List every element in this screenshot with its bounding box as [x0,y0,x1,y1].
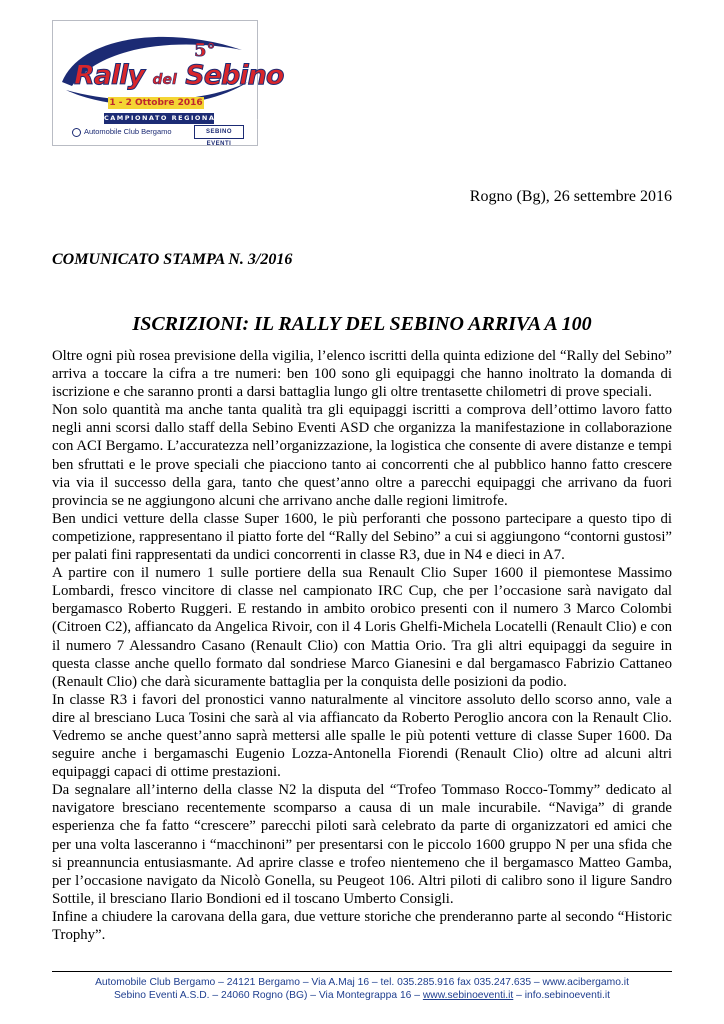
rally-logo [52,20,288,147]
logo-edition: 5° [194,40,216,61]
aci-bergamo-label: Automobile Club Bergamo [84,127,172,136]
logo-title [74,60,283,91]
paragraph: Da segnalare all’interno della classe N2 la disputa del “Trofeo Tommaso Rocco-Tommy” dedicato al navigatore bresciano recentemente scomparso a causa di un male incurabile. “Naviga” di grande esperienza che fa fatto “crescere” parecchi piloti sarà celebrato da parte di organizzatori ed amici che per una volta lasceranno i “macchinoni” per presentarsi con le piccolo 1600 gruppo N per una sfida che si preannuncia entusiasmante. Ad aprire classe e trofeo nientemeno che il bergamasco Matteo Gamba, per l’occasione navigato da Nicolò Gonella, su Peugeot 106. Altri piloti di calibro sono il ligure Sandro Sottile, il bresciano Ilario Bondioni ed il toscano Umberto Consigli. [52,782,672,907]
logo-title-del: del [152,72,177,88]
footer-line-sebino [52,989,672,1002]
footer-address: Sebino Eventi A.S.D. – 24060 Rogno (BG) – Via Montegrappa 16 – [113,990,423,1001]
footer-divider [52,971,672,972]
logo-championship: CAMPIONATO REGIONALE LOMBARDIA [104,114,288,122]
paragraph: A partire con il numero 1 sulle portiere della sua Renault Clio Super 1600 il piemontese Massimo Lombardi, fresco vincitore di classe nel campionato IRC Cup, che per l’occasione sarà navigato dal bergamasco Roberto Ruggeri. E restando in ambito orobico presenti con il numero 3 Marco Colombi (Citroen C2), affiancato da Angelica Rivoir, con il 4 Loris Ghelfi-Michela Locatelli (Renault Clio) e con il numero 7 Alessandro Casano (Renault Clio) con Mattia Orio. Tra gli altri equipaggi da seguire in questa classe anche quello formato dal sondriese Marco Gianesini e dal bergamasco Fabrizio Cattaneo (Renault Clio) che darà sicuramente battaglia per la conquista delle posizioni da podio. [52,565,672,690]
paragraph: Ben undici vetture della classe Super 1600, le più perforanti che possono partecipare a questo tipo di competizione, rappresentano il piatto forte del “Rally del Sebino” a cui si aggiungono “contorni gustosi” per palati fini rappresentati da undici concorrenti in classe R3, due in N4 e dieci in A7. [52,510,672,564]
aci-bergamo-logo [72,127,172,137]
aci-emblem-icon [72,128,81,137]
sebino-eventi-logo: SEBINO EVENTI [194,125,244,139]
paragraph: In classe R3 i favori del pronostici vanno naturalmente al vincitore assoluto dello scorso anno, vale a dire al bresciano Luca Tosini che sarà al via affiancato da Roberto Peroglio ancora con la Renault Clio. Vedremo se anche quest’anno saprà mettersi alle spalle le più potenti vetture di classe Super 1600. Da seguire anche i bergamaschi Eugenio Lozza-Antonella Fiorendi (Renault Clio) oltre ad alcuni altri equipaggi capaci di ottime prestazioni. [52,691,672,781]
dateline: Rogno (Bg), 26 settembre 2016 [469,188,672,205]
logo-title-rally: Rally [74,60,145,91]
footer-email: – info.sebinoeventi.it [513,990,611,1001]
sebino-website-link[interactable]: www.sebinoeventi.it [422,990,514,1001]
footer [52,976,672,1002]
release-title: COMUNICATO STAMPA N. 3/2016 [52,251,293,268]
logo-title-sebino: Sebino [185,60,284,91]
paragraph: Infine a chiudere la carovana della gara, due vetture storiche che prenderanno parte al secondo “Historic Trophy”. [52,908,672,943]
headline: ISCRIZIONI: IL RALLY DEL SEBINO ARRIVA A 100 [132,313,592,335]
logo-dates: 1 - 2 Ottobre 2016 [109,98,203,108]
paragraph: Non solo quantità ma anche tanta qualità tra gli equipaggi iscritti a comprova dell’ottimo lavoro fatto negli anni scorsi dallo staff della Sebino Eventi ASD che organizza la manifestazione in collaborazione con ACI Bergamo. L’accuratezza nell’organizzazione, la logistica che consente di avere distanze e tempi ben sfruttati e le prove speciali che piacciono tanto ai concorrenti che al pubblico hanno fatto crescere via via il successo della gara, tanto che quest’anno oltre a parecchi equipaggi che arrivano da fuori provincia se ne aggiungono alcuni che arrivano anche dalle regioni limitrofe. [52,402,672,509]
paragraph: Oltre ogni più rosea previsione della vigilia, l’elenco iscritti della quinta edizione del “Rally del Sebino” arriva a toccare la cifra a tre numeri: ben 100 sono gli equipaggi che hanno inoltrato la domanda di iscrizione e che saranno pronti a darsi battaglia lungo gli oltre trentasette chilometri di prove speciali. [52,348,672,401]
article-body [52,347,672,944]
footer-line-aci: Automobile Club Bergamo – 24121 Bergamo – Via A.Maj 16 – tel. 035.285.916 fax 035.247.635 – www.acibergamo.it [95,977,629,988]
